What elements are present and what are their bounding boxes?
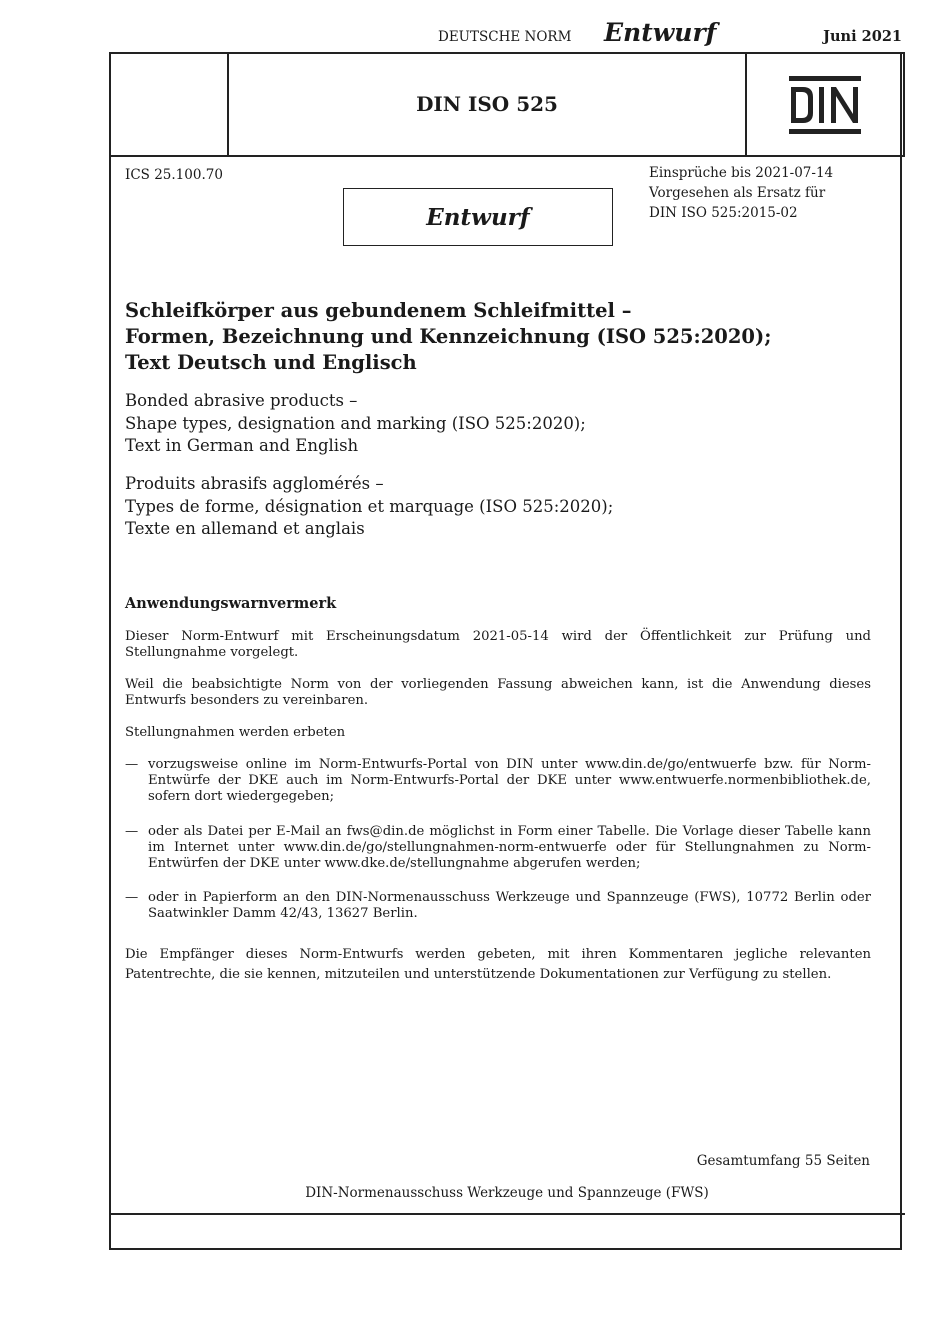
patent-paragraph: Die Empfänger dieses Norm-Entwurfs werden gebeten, mit ihren Kommentaren jegliche relevanten Patentrechte, die sie kennen, mitzuteilen und unterstützende Dokumentationen zur Verfügung zu stellen. [125, 947, 871, 982]
title-german-line: Text Deutsch und Englisch [125, 351, 417, 374]
title-german-line: Schleifkörper aus gebundenem Schleifmittel – [125, 299, 632, 322]
status-label: Entwurf [604, 18, 717, 47]
replacement-standard: DIN ISO 525:2015-02 [649, 205, 798, 221]
header-bottom-rule [109, 155, 905, 157]
list-item-text: oder in Papierform an den DIN-Normenausschuss Werkzeuge und Spannzeuge (FWS), 10772 Berlin oder Saatwinkler Damm 42/43, 13627 Berlin. [148, 890, 871, 921]
title-german-line: Formen, Bezeichnung und Kennzeichnung (ISO 525:2020); [125, 325, 772, 348]
comments-request: Stellungnahmen werden erbeten [125, 725, 346, 740]
footer-rule [109, 1213, 905, 1215]
title-french-line: Texte en allemand et anglais [125, 519, 365, 538]
list-dash: — [125, 890, 139, 905]
title-english-line: Bonded abrasive products – [125, 391, 358, 410]
objections-deadline: Einsprüche bis 2021-07-14 [649, 165, 834, 181]
total-pages: Gesamtumfang 55 Seiten [696, 1153, 870, 1169]
list-dash: — [125, 824, 139, 839]
norm-type-label: DEUTSCHE NORM [438, 29, 572, 45]
title-french-line: Produits abrasifs agglomérés – [125, 474, 384, 493]
title-german [125, 298, 885, 376]
din-logo [789, 76, 861, 134]
list-item-text: oder als Datei per E-Mail an fws@din.de möglichst in Form einer Tabelle. Die Vorlage dieser Tabelle kann im Internet unter www.din.de/go/stellungnahmen-norm-entwuerfe oder für Stellungnahmen zu Norm-Entwürfen der DKE unter www.dke.de/stellungnahme abgerufen werden; [148, 824, 871, 871]
committee-name: DIN-Normenausschuss Werkzeuge und Spannzeuge (FWS) [305, 1185, 709, 1201]
warning-heading: Anwendungswarnvermerk [125, 595, 337, 612]
replacement-intro: Vorgesehen als Ersatz für [649, 185, 826, 201]
meta-right [649, 163, 833, 223]
standard-number: DIN ISO 525 [416, 92, 558, 116]
title-english [125, 390, 885, 458]
header-divider-right [745, 52, 747, 157]
list-dash: — [125, 757, 139, 772]
title-english-line: Text in German and English [125, 436, 359, 455]
warning-paragraph: Dieser Norm-Entwurf mit Erscheinungsdatum 2021-05-14 wird der Öffentlichkeit zur Prüfung und Stellungnahme vorgelegt. [125, 629, 871, 660]
ics-code: ICS 25.100.70 [125, 167, 223, 183]
publication-date: Juni 2021 [823, 28, 902, 45]
warning-paragraph: Weil die beabsichtigte Norm von der vorliegenden Fassung abweichen kann, ist die Anwendung dieses Entwurfs besonders zu vereinbaren. [125, 677, 871, 708]
title-english-line: Shape types, designation and marking (ISO 525:2020); [125, 413, 586, 433]
list-item-text: vorzugsweise online im Norm-Entwurfs-Portal von DIN unter www.din.de/go/entwuerfe bzw. für Norm-Entwürfe der DKE auch im Norm-Entwurfs-Portal der DKE unter www.entwuerfe.normenbibliothek.de, sofern dort wiedergegeben; [148, 757, 871, 804]
title-french-line: Types de forme, désignation et marquage (ISO 525:2020); [125, 496, 614, 516]
title-french [125, 473, 885, 541]
draft-box: Entwurf [343, 188, 613, 246]
